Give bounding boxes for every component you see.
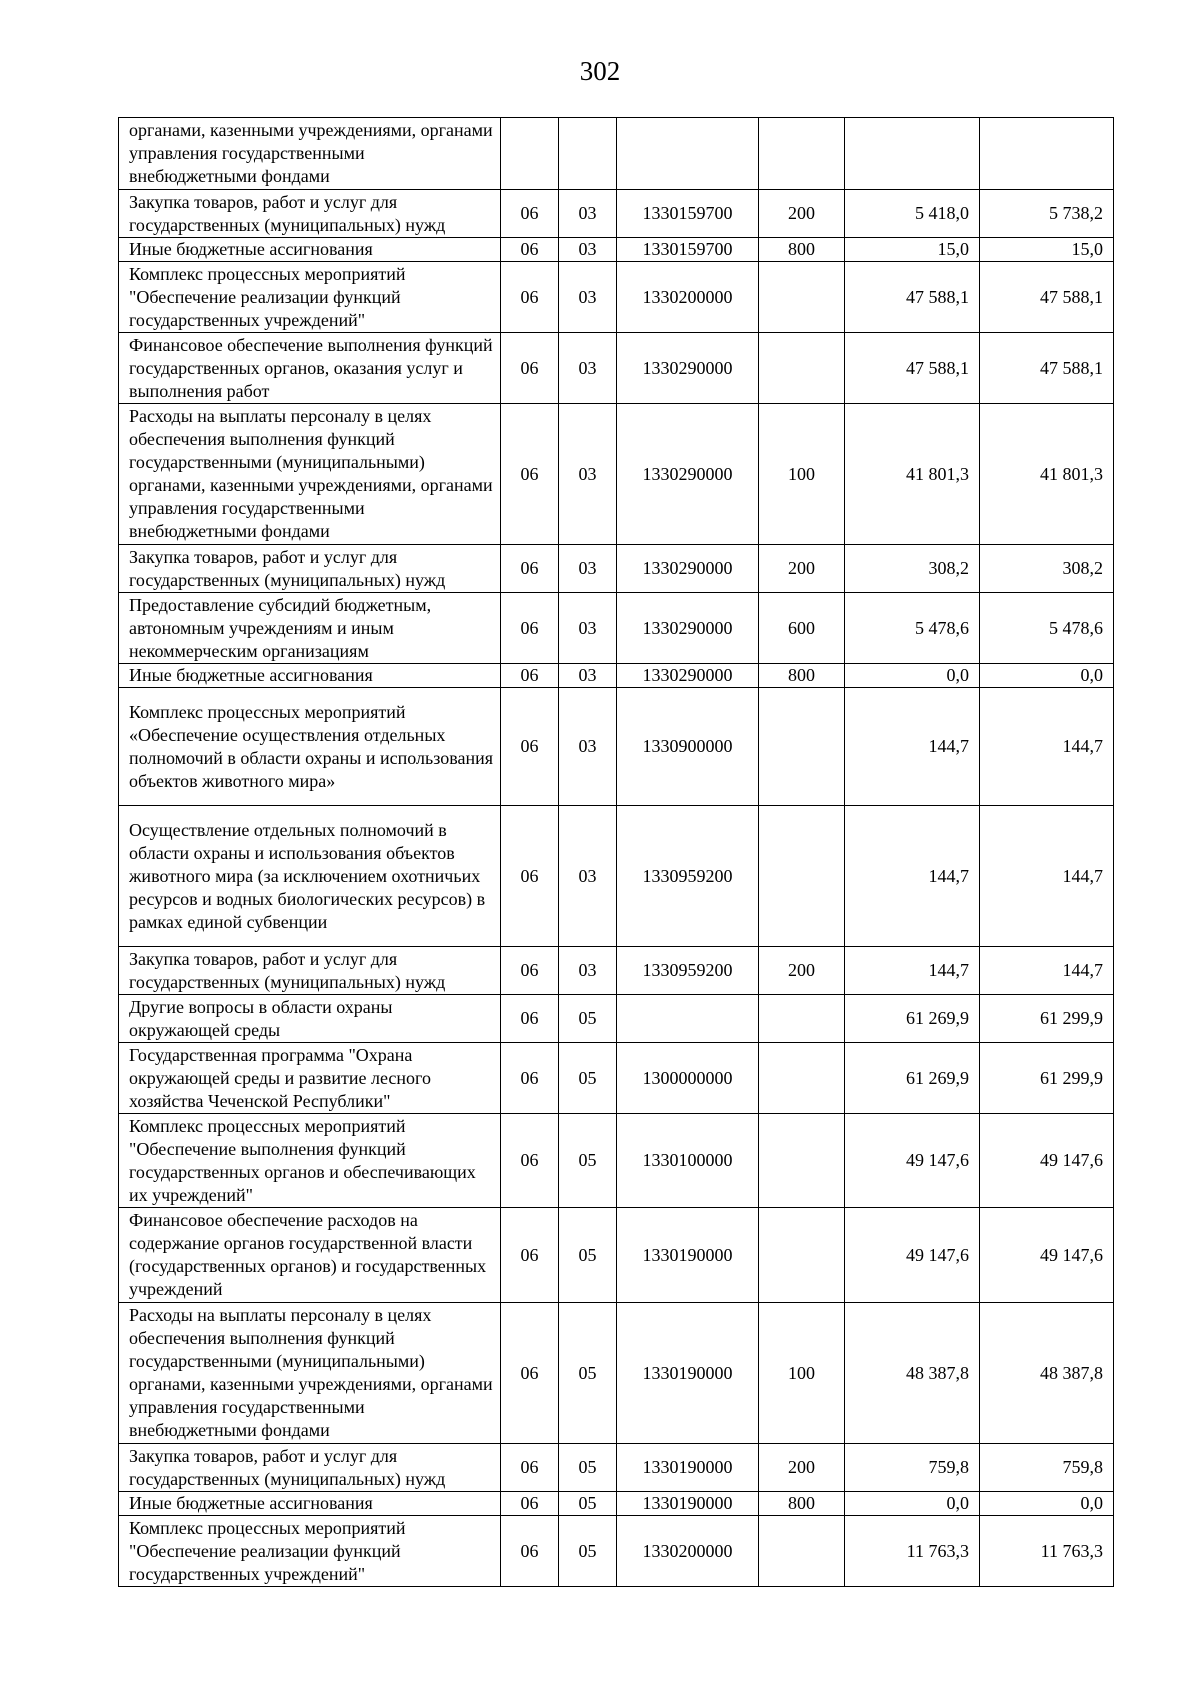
expense-type-cell <box>759 262 845 333</box>
expense-type-cell: 800 <box>759 1492 845 1516</box>
section-code-cell: 06 <box>501 688 559 806</box>
section-code-cell: 06 <box>501 404 559 545</box>
amount-year1-cell: 0,0 <box>845 1492 980 1516</box>
page-number: 302 <box>579 56 621 86</box>
amount-year1-cell: 5 418,0 <box>845 190 980 238</box>
target-article-cell: 1330200000 <box>617 262 759 333</box>
target-article-cell: 1330959200 <box>617 806 759 947</box>
amount-year2-cell: 144,7 <box>980 806 1114 947</box>
section-code-cell: 06 <box>501 1114 559 1208</box>
table-row <box>119 262 1114 333</box>
amount-year1-cell: 61 269,9 <box>845 995 980 1043</box>
amount-year2-cell: 5 738,2 <box>980 190 1114 238</box>
item-name-cell: Закупка товаров, работ и услуг для государственных (муниципальных) нужд <box>119 545 501 593</box>
target-article-cell: 1330190000 <box>617 1208 759 1303</box>
target-article-cell: 1330190000 <box>617 1444 759 1492</box>
item-name-cell: Комплекс процессных мероприятий "Обеспечение выполнения функций государственных органов и обеспечивающих их учреждений" <box>119 1114 501 1208</box>
amount-year1-cell: 144,7 <box>845 806 980 947</box>
target-article-cell: 1330159700 <box>617 238 759 262</box>
target-article-cell <box>617 995 759 1043</box>
amount-year2-cell: 5 478,6 <box>980 593 1114 664</box>
amount-year2-cell: 308,2 <box>980 545 1114 593</box>
item-name-cell: Закупка товаров, работ и услуг для государственных (муниципальных) нужд <box>119 190 501 238</box>
subsection-code-cell: 03 <box>559 404 617 545</box>
expense-type-cell: 200 <box>759 1444 845 1492</box>
expense-type-cell <box>759 1043 845 1114</box>
subsection-code-cell: 03 <box>559 688 617 806</box>
amount-year1-cell: 47 588,1 <box>845 333 980 404</box>
expense-type-cell <box>759 1516 845 1587</box>
budget-table <box>118 117 1114 1587</box>
subsection-code-cell: 05 <box>559 1516 617 1587</box>
expense-type-cell: 800 <box>759 238 845 262</box>
table-row <box>119 1043 1114 1114</box>
subsection-code-cell <box>559 118 617 190</box>
item-name-cell: Финансовое обеспечение расходов на содержание органов государственной власти (государственных органов) и государственных учреждений <box>119 1208 501 1303</box>
table-row <box>119 190 1114 238</box>
item-name-cell: Комплекс процессных мероприятий «Обеспечение осуществления отдельных полномочий в области охраны и использования объектов животного мира» <box>119 688 501 806</box>
subsection-code-cell: 03 <box>559 947 617 995</box>
item-name-cell: Расходы на выплаты персоналу в целях обеспечения выполнения функций государственными (муниципальными) органами, казенными учреждениями, органами управления государственными внебюджетными фондами <box>119 1303 501 1444</box>
table-row <box>119 404 1114 545</box>
amount-year1-cell: 49 147,6 <box>845 1114 980 1208</box>
amount-year1-cell: 49 147,6 <box>845 1208 980 1303</box>
subsection-code-cell: 03 <box>559 664 617 688</box>
subsection-code-cell: 03 <box>559 190 617 238</box>
target-article-cell: 1330290000 <box>617 664 759 688</box>
amount-year2-cell: 144,7 <box>980 947 1114 995</box>
expense-type-cell <box>759 118 845 190</box>
target-article-cell: 1330290000 <box>617 404 759 545</box>
expense-type-cell: 200 <box>759 190 845 238</box>
item-name-cell: Другие вопросы в области охраны окружающей среды <box>119 995 501 1043</box>
target-article-cell: 1330290000 <box>617 593 759 664</box>
table-row <box>119 1492 1114 1516</box>
amount-year2-cell: 48 387,8 <box>980 1303 1114 1444</box>
expense-type-cell <box>759 333 845 404</box>
amount-year1-cell: 47 588,1 <box>845 262 980 333</box>
target-article-cell: 1300000000 <box>617 1043 759 1114</box>
item-name-cell: Комплекс процессных мероприятий "Обеспечение реализации функций государственных учреждений" <box>119 262 501 333</box>
target-article-cell: 1330190000 <box>617 1303 759 1444</box>
table-row <box>119 947 1114 995</box>
table-row <box>119 1516 1114 1587</box>
target-article-cell: 1330159700 <box>617 190 759 238</box>
target-article-cell: 1330959200 <box>617 947 759 995</box>
expense-type-cell <box>759 806 845 947</box>
target-article-cell: 1330290000 <box>617 545 759 593</box>
expense-type-cell: 600 <box>759 593 845 664</box>
target-article-cell: 1330100000 <box>617 1114 759 1208</box>
section-code-cell: 06 <box>501 664 559 688</box>
section-code-cell: 06 <box>501 1444 559 1492</box>
expense-type-cell: 100 <box>759 1303 845 1444</box>
expense-type-cell <box>759 1208 845 1303</box>
section-code-cell: 06 <box>501 1208 559 1303</box>
subsection-code-cell: 05 <box>559 1114 617 1208</box>
amount-year1-cell <box>845 118 980 190</box>
item-name-cell: Комплекс процессных мероприятий "Обеспечение реализации функций государственных учреждений" <box>119 1516 501 1587</box>
table-row <box>119 118 1114 190</box>
amount-year2-cell: 759,8 <box>980 1444 1114 1492</box>
table-row <box>119 333 1114 404</box>
section-code-cell: 06 <box>501 995 559 1043</box>
expense-type-cell: 200 <box>759 947 845 995</box>
expense-type-cell <box>759 688 845 806</box>
amount-year2-cell: 0,0 <box>980 664 1114 688</box>
expense-type-cell: 200 <box>759 545 845 593</box>
item-name-cell: Государственная программа "Охрана окружающей среды и развитие лесного хозяйства Чеченской Республики" <box>119 1043 501 1114</box>
target-article-cell <box>617 118 759 190</box>
subsection-code-cell: 05 <box>559 1444 617 1492</box>
amount-year2-cell <box>980 118 1114 190</box>
item-name-cell: Финансовое обеспечение выполнения функций государственных органов, оказания услуг и выполнения работ <box>119 333 501 404</box>
item-name-cell: органами, казенными учреждениями, органами управления государственными внебюджетными фондами <box>119 118 501 190</box>
expense-type-cell: 800 <box>759 664 845 688</box>
table-row <box>119 1444 1114 1492</box>
amount-year2-cell: 47 588,1 <box>980 333 1114 404</box>
table-row <box>119 593 1114 664</box>
subsection-code-cell: 05 <box>559 995 617 1043</box>
amount-year1-cell: 11 763,3 <box>845 1516 980 1587</box>
subsection-code-cell: 03 <box>559 262 617 333</box>
table-row <box>119 545 1114 593</box>
item-name-cell: Осуществление отдельных полномочий в области охраны и использования объектов животного мира (за исключением охотничьих ресурсов и водных биологических ресурсов) в рамках единой субвенции <box>119 806 501 947</box>
section-code-cell: 06 <box>501 593 559 664</box>
section-code-cell <box>501 118 559 190</box>
section-code-cell: 06 <box>501 1516 559 1587</box>
amount-year2-cell: 61 299,9 <box>980 995 1114 1043</box>
table-row <box>119 664 1114 688</box>
amount-year1-cell: 15,0 <box>845 238 980 262</box>
amount-year2-cell: 61 299,9 <box>980 1043 1114 1114</box>
amount-year2-cell: 41 801,3 <box>980 404 1114 545</box>
amount-year1-cell: 0,0 <box>845 664 980 688</box>
item-name-cell: Закупка товаров, работ и услуг для государственных (муниципальных) нужд <box>119 947 501 995</box>
item-name-cell: Закупка товаров, работ и услуг для государственных (муниципальных) нужд <box>119 1444 501 1492</box>
amount-year2-cell: 49 147,6 <box>980 1114 1114 1208</box>
amount-year2-cell: 49 147,6 <box>980 1208 1114 1303</box>
target-article-cell: 1330900000 <box>617 688 759 806</box>
section-code-cell: 06 <box>501 1043 559 1114</box>
amount-year2-cell: 47 588,1 <box>980 262 1114 333</box>
section-code-cell: 06 <box>501 333 559 404</box>
amount-year2-cell: 11 763,3 <box>980 1516 1114 1587</box>
expense-type-cell <box>759 995 845 1043</box>
target-article-cell: 1330290000 <box>617 333 759 404</box>
section-code-cell: 06 <box>501 190 559 238</box>
item-name-cell: Иные бюджетные ассигнования <box>119 238 501 262</box>
item-name-cell: Иные бюджетные ассигнования <box>119 1492 501 1516</box>
section-code-cell: 06 <box>501 806 559 947</box>
subsection-code-cell: 05 <box>559 1492 617 1516</box>
item-name-cell: Иные бюджетные ассигнования <box>119 664 501 688</box>
expense-type-cell <box>759 1114 845 1208</box>
item-name-cell: Предоставление субсидий бюджетным, автономным учреждениям и иным некоммерческим организациям <box>119 593 501 664</box>
subsection-code-cell: 03 <box>559 333 617 404</box>
amount-year1-cell: 5 478,6 <box>845 593 980 664</box>
amount-year1-cell: 759,8 <box>845 1444 980 1492</box>
section-code-cell: 06 <box>501 238 559 262</box>
amount-year2-cell: 0,0 <box>980 1492 1114 1516</box>
amount-year2-cell: 15,0 <box>980 238 1114 262</box>
item-name-cell: Расходы на выплаты персоналу в целях обеспечения выполнения функций государственными (муниципальными) органами, казенными учреждениями, органами управления государственными внебюджетными фондами <box>119 404 501 545</box>
expense-type-cell: 100 <box>759 404 845 545</box>
amount-year1-cell: 144,7 <box>845 688 980 806</box>
section-code-cell: 06 <box>501 545 559 593</box>
amount-year1-cell: 48 387,8 <box>845 1303 980 1444</box>
target-article-cell: 1330190000 <box>617 1492 759 1516</box>
table-row <box>119 806 1114 947</box>
subsection-code-cell: 05 <box>559 1303 617 1444</box>
subsection-code-cell: 03 <box>559 593 617 664</box>
target-article-cell: 1330200000 <box>617 1516 759 1587</box>
amount-year2-cell: 144,7 <box>980 688 1114 806</box>
section-code-cell: 06 <box>501 262 559 333</box>
amount-year1-cell: 41 801,3 <box>845 404 980 545</box>
subsection-code-cell: 03 <box>559 806 617 947</box>
table-row <box>119 238 1114 262</box>
section-code-cell: 06 <box>501 1492 559 1516</box>
amount-year1-cell: 61 269,9 <box>845 1043 980 1114</box>
section-code-cell: 06 <box>501 1303 559 1444</box>
subsection-code-cell: 05 <box>559 1208 617 1303</box>
section-code-cell: 06 <box>501 947 559 995</box>
amount-year1-cell: 308,2 <box>845 545 980 593</box>
table-row <box>119 688 1114 806</box>
table-row <box>119 995 1114 1043</box>
table-row <box>119 1208 1114 1303</box>
subsection-code-cell: 03 <box>559 238 617 262</box>
amount-year1-cell: 144,7 <box>845 947 980 995</box>
table-row <box>119 1114 1114 1208</box>
subsection-code-cell: 03 <box>559 545 617 593</box>
table-row <box>119 1303 1114 1444</box>
subsection-code-cell: 05 <box>559 1043 617 1114</box>
